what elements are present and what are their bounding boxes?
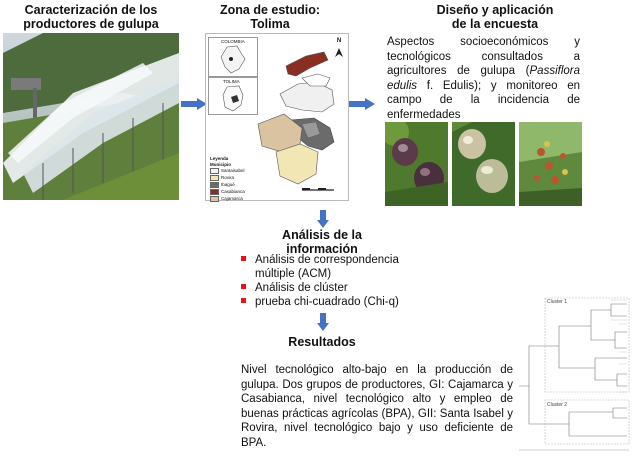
legend-title: Leyenda <box>210 156 229 161</box>
panel2-title-line1: Zona de estudio: <box>220 3 320 17</box>
analysis-title <box>252 228 392 256</box>
list-item <box>241 295 411 309</box>
panel2-title-line2: Tolima <box>250 17 290 31</box>
legend-label: Casabianca <box>221 189 245 195</box>
cluster2-label: Cluster 2 <box>547 402 568 408</box>
bullet-icon <box>241 256 246 261</box>
cluster-dendrogram <box>519 296 630 453</box>
north-label: N <box>336 38 342 44</box>
legend-swatch <box>210 175 219 181</box>
legend-item <box>210 189 262 195</box>
fruit-photo-2 <box>452 122 515 206</box>
arrow-down-icon <box>317 210 329 228</box>
fruit-photo-1 <box>385 122 448 206</box>
bullet-icon <box>241 298 246 303</box>
fruit-photo-3 <box>519 122 582 206</box>
legend-swatch <box>210 168 219 174</box>
arrow-right-icon <box>349 98 375 110</box>
legend-swatch <box>210 182 219 188</box>
survey-text-before: Aspectos socioeconómicos y tecnológicos consultados a agricultores de gulupa ( <box>387 36 580 77</box>
method-label: Análisis de correspondencia múltiple (ACM) <box>255 254 399 280</box>
method-label: Análisis de clúster <box>255 282 348 294</box>
panel3-title-line1: Diseño y aplicación <box>436 3 554 17</box>
list-item <box>241 281 411 295</box>
panel3-title-line2: de la encuesta <box>451 17 539 31</box>
study-area-map <box>205 33 349 201</box>
results-title: Resultados <box>288 335 356 349</box>
legend-item <box>210 182 262 188</box>
list-item <box>241 253 411 281</box>
cluster1-label: Cluster 1 <box>547 299 568 305</box>
panel2-title <box>200 3 340 31</box>
legend-label: Cajamarca <box>221 196 243 202</box>
panel1-title-line2: productores de gulupa <box>23 17 159 31</box>
legend-subtitle: Municipio <box>210 161 231 167</box>
inset-tolima-label: TOLIMA <box>223 79 240 84</box>
panel1-title <box>0 3 182 31</box>
analysis-methods-list <box>241 253 411 309</box>
analysis-title-line1: Análisis de la <box>282 228 362 242</box>
legend-swatch <box>210 196 219 202</box>
panel1-title-line1: Caracterización de los <box>24 3 158 17</box>
legend-item <box>210 196 262 202</box>
method-label: prueba chi-cuadrado (Chi-q) <box>255 296 399 308</box>
survey-description <box>387 35 580 122</box>
legend-label: Rovira <box>221 175 235 181</box>
panel3-title <box>395 3 595 31</box>
legend-item <box>210 175 262 181</box>
arrow-right-icon <box>181 98 207 110</box>
survey-species: Passiflora edulis <box>387 65 580 92</box>
bullet-icon <box>241 284 246 289</box>
inset-colombia-label: COLOMBIA <box>221 39 245 44</box>
legend-item <box>210 168 262 174</box>
map-legend <box>210 156 262 202</box>
survey-text-after: f. Edulis); y monitoreo en campo de la incidencia de enfermedades <box>387 79 580 121</box>
analysis-title-line2: información <box>286 242 358 256</box>
greenhouse-photo <box>3 33 179 200</box>
legend-label: Santaisabel <box>221 168 245 174</box>
results-text: Nivel tecnológico alto-bajo en la producción de gulupa. Dos grupos de productores, GI: Cajamarca y Casabianca, nivel tecnológico alto y empleo de buenas prácticas agrícolas (BPA), GII: Santa Isabel y Rovira, nivel tecnológico bajo y uso deficiente de BPA. <box>241 364 513 449</box>
arrow-down-icon <box>317 313 329 331</box>
legend-swatch <box>210 189 219 195</box>
legend-label: Ibagué <box>221 182 235 188</box>
